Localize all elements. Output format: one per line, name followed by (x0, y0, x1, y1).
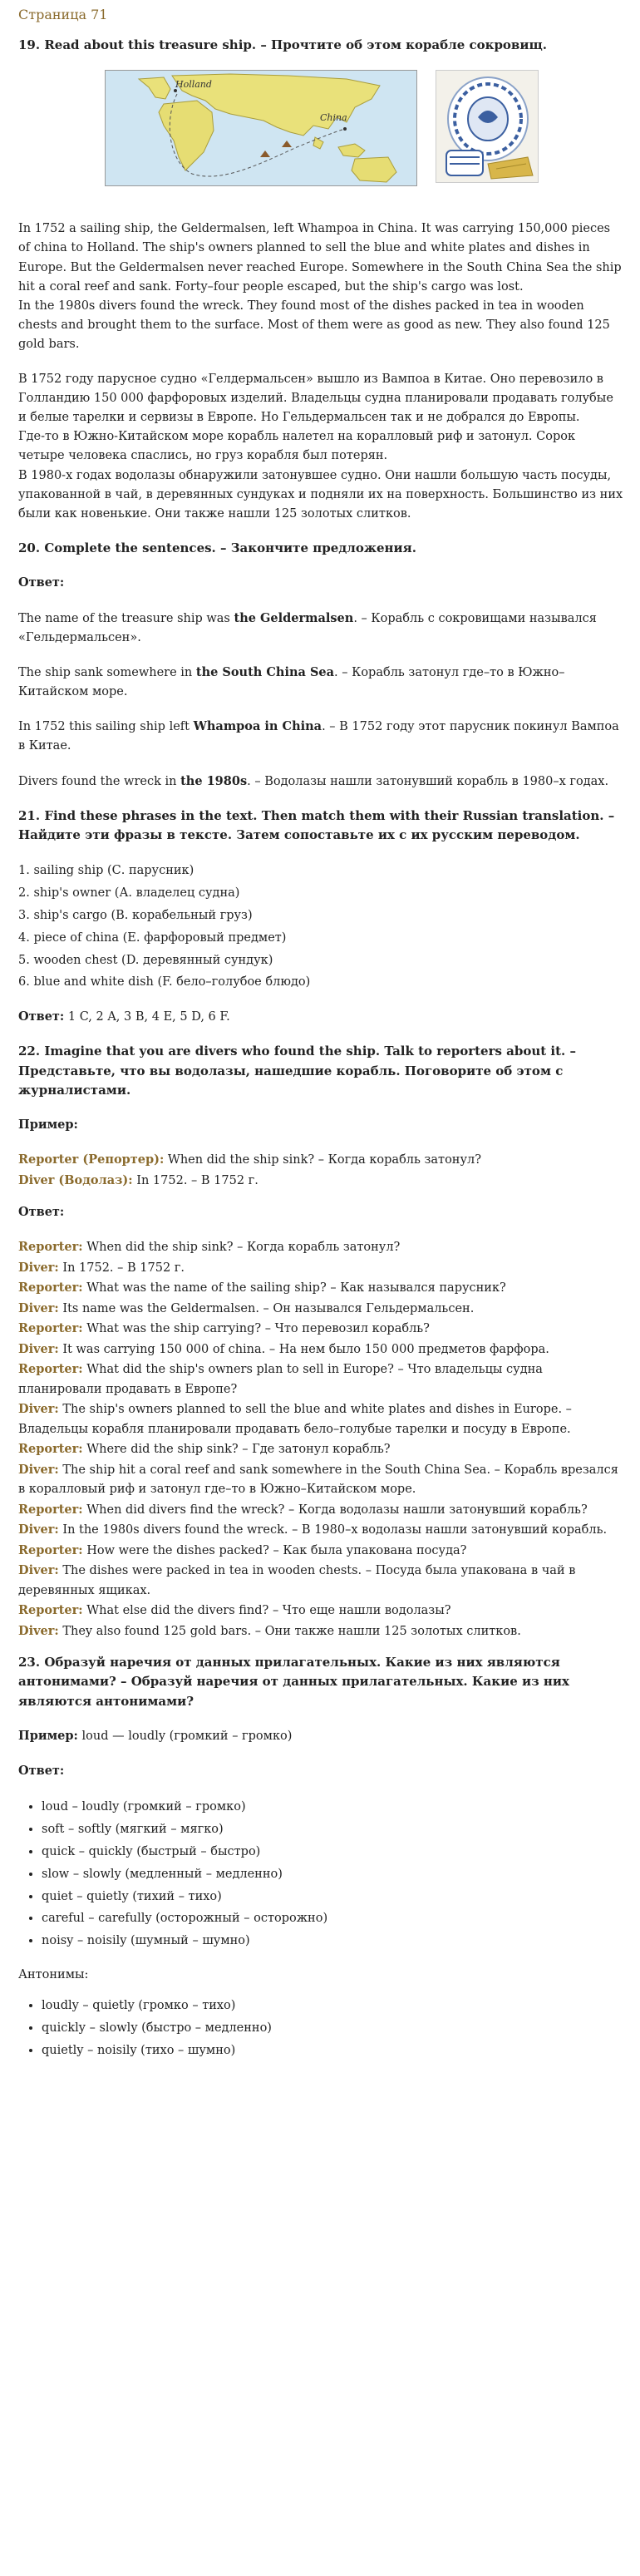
china-label: China (320, 112, 347, 124)
ex20-answer: The name of the treasure ship was the Geldermalsen. – Корабль с сокровищами назывался «Гельдермальсен». (18, 610, 597, 644)
ex22-heading: 22. Imagine that you are divers who found the ship. Talk to reporters about it. – Представьте, что вы водолазы, нашедшие корабль. Поговорите об этом с журналистами. (18, 1044, 576, 1098)
dialog-line: Reporter: When did the ship sink? – Когда корабль затонул? (18, 1240, 401, 1255)
list-item: • careful – carefully (осторожный – осторожно) (42, 1907, 625, 1930)
ex21-heading: 21. Find these phrases in the text. Then match them with their Russian translation. – Найдите эти фразы в тексте. Затем сопоставьте их с их русским переводом. (18, 807, 615, 843)
ex20-answer: Divers found the wreck in the 1980s. – Водолазы нашли затонувший корабль в 1980–х годах. (18, 773, 609, 788)
list-item: • quiet – quietly (тихий – тихо) (42, 1886, 625, 1908)
ex22-answer-dialog (18, 1237, 625, 1641)
illustrations (18, 70, 625, 186)
dialog-line: Reporter: How were the dishes packed? – Как была упакована посуда? (18, 1542, 467, 1557)
list-item: 5. wooden chest (D. деревянный сундук) (18, 953, 273, 967)
list-item: 3. ship's cargo (В. корабельный груз) (18, 908, 253, 922)
porcelain-drawing (436, 71, 538, 182)
dialog-line: Diver: The ship's owners planned to sell the blue and white plates and dishes in Europe. – Владельцы корабля планировали продавать бело–голубые тарелки и посуду в Европе. (18, 1402, 572, 1436)
route-map-image (105, 70, 417, 186)
holland-label: Holland (175, 79, 212, 91)
dialog-line: Diver: In 1752. – В 1752 г. (18, 1260, 185, 1275)
ex19-ru-para: Где-то в Южно-Китайском море корабль налетел на коралловый риф и затонул. Сорок четыре человека спаслись, но груз корабля был потерян. (18, 430, 576, 463)
dialog-line: Diver (Водолаз): In 1752. – В 1752 г. (18, 1172, 258, 1187)
ex21-answer: Ответ: 1 C, 2 A, 3 B, 4 E, 5 D, 6 F. (18, 1009, 230, 1024)
ex22-example-label: Пример: (18, 1118, 78, 1133)
ex19-heading: 19. Read about this treasure ship. – Прочтите об этом корабле сокровищ. (18, 37, 547, 52)
dialog-line: Reporter: When did divers find the wreck? – Когда водолазы нашли затонувший корабль? (18, 1502, 588, 1517)
dialog-line: Diver: The ship hit a coral reef and sank somewhere in the South China Sea. – Корабль врезался в коралловый риф и затонул где–то в Южно–Китайском море. (18, 1462, 618, 1497)
ex19-ru-para: В 1980-х годах водолазы обнаружили затонувшее судно. Они нашли большую часть посуды, упакованной в чай, в деревянных сундуках и подняли их на поверхность. Большинство из них были как новенькие. Они также нашли 125 золотых слитков. (18, 468, 623, 521)
list-item: • noisy – noisily (шумный – шумно) (42, 1930, 625, 1952)
porcelain-plate-image (436, 70, 539, 183)
ex20-answer-label: Ответ: (18, 575, 65, 590)
dialog-line: Diver: In the 1980s divers found the wreck. – В 1980–х водолазы нашли затонувший корабль. (18, 1522, 608, 1537)
ex23-example: Пример: loud — loudly (громкий – громко) (18, 1728, 293, 1743)
list-item: • slow – slowly (медленный – медленно) (42, 1863, 625, 1886)
list-item: 4. piece of china (Е. фарфоровый предмет) (18, 930, 287, 945)
list-item: 2. ship's owner (А. владелец судна) (18, 886, 240, 901)
ex21-phrase-list (18, 860, 625, 994)
dialog-line: Reporter (Репортер): When did the ship sink? – Когда корабль затонул? (18, 1152, 481, 1167)
ex19-ru-para: В 1752 году парусное судно «Гелдермальсен» вышло из Вампоа в Китае. Оно перевозило в Голландию 150 000 фарфоровых изделий. Владельцы судна планировали продавать голубые и белые тарелки и сервизы в Европе. Но Гельдермальсен так и не добрался до Европы. (18, 372, 613, 424)
list-item: • loudly – quietly (громко – тихо) (42, 1995, 625, 2017)
list-item: 6. blue and white dish (F. бело–голубое блюдо) (18, 975, 311, 989)
ex19-en-para: In the 1980s divers found the wreck. They found most of the dishes packed in tea in wooden chests and brought them to the surface. Most of them were as good as new. They also found 125 gold bars. (18, 299, 610, 352)
list-item: 1. sailing ship (С. парусник) (18, 864, 194, 878)
dialog-line: Diver: They also found 125 gold bars. – Они также нашли 125 золотых слитков. (18, 1623, 521, 1638)
ex20-answer: The ship sank somewhere in the South China Sea. – Корабль затонул где–то в Южно–Китайском море. (18, 664, 565, 699)
world-map-drawing (106, 71, 416, 185)
ex23-adverb-list (18, 1796, 625, 1952)
list-item: • quick – quickly (быстрый – быстро) (42, 1841, 625, 1863)
dialog-line: Reporter: What else did the divers find? – Что еще нашли водолазы? (18, 1603, 451, 1618)
ex22-answer-label: Ответ: (18, 1205, 65, 1220)
dialog-line: Reporter: What did the ship's owners plan to sell in Europe? – Что владельцы судна планировали продавать в Европе? (18, 1362, 543, 1396)
ex19-english-text (18, 220, 625, 354)
list-item: • quietly – noisily (тихо – шумно) (42, 2040, 625, 2062)
ex23-answer-label: Ответ: (18, 1764, 65, 1779)
dialog-line: Diver: Its name was the Geldermalsen. – Он назывался Гельдермальсен. (18, 1300, 475, 1315)
dialog-line: Reporter: What was the name of the sailing ship? – Как назывался парусник? (18, 1281, 506, 1295)
antonyms-label: Антонимы: (18, 1967, 89, 1981)
dialog-line: Diver: It was carrying 150 000 of china. – На нем было 150 000 предметов фарфора. (18, 1341, 549, 1356)
page-label: Страница 71 (18, 7, 108, 22)
dialog-line: Reporter: What was the ship carrying? – Что перевозил корабль? (18, 1321, 430, 1336)
ex20-answer: In 1752 this sailing ship left Whampoa in China. – В 1752 году этот парусник покинул Вампоа в Китае. (18, 719, 619, 753)
ex22-example-dialog (18, 1150, 625, 1191)
ex19-russian-text (18, 370, 625, 525)
ex23-heading: 23. Образуй наречия от данных прилагательных. Какие из них являются антонимами? – Образуй наречия от данных прилагательных. Какие из них являются антонимами? (18, 1655, 569, 1709)
ex20-heading: 20. Complete the sentences. – Закончите предложения. (18, 540, 416, 556)
ex19-en-para: In 1752 a sailing ship, the Geldermalsen, left Whampoa in China. It was carrying 150,000 pieces of china to Holland. The ship's owners planned to sell the blue and white plates and dishes in Europe. But the Geldermalsen never reached Europe. Somewhere in the South China Sea the ship hit a coral reef and sank. Forty–four people escaped, but the ship's cargo was lost. (18, 222, 622, 294)
ex23-antonym-list (18, 1995, 625, 2061)
list-item: • quickly – slowly (быстро – медленно) (42, 2017, 625, 2040)
list-item: • loud – loudly (громкий – громко) (42, 1796, 625, 1818)
dialog-line: Diver: The dishes were packed in tea in wooden chests. – Посуда была упакована в чай в деревянных ящиках. (18, 1563, 576, 1597)
dialog-line: Reporter: Where did the ship sink? – Где затонул корабль? (18, 1442, 391, 1457)
list-item: • soft – softly (мягкий – мягко) (42, 1818, 625, 1841)
